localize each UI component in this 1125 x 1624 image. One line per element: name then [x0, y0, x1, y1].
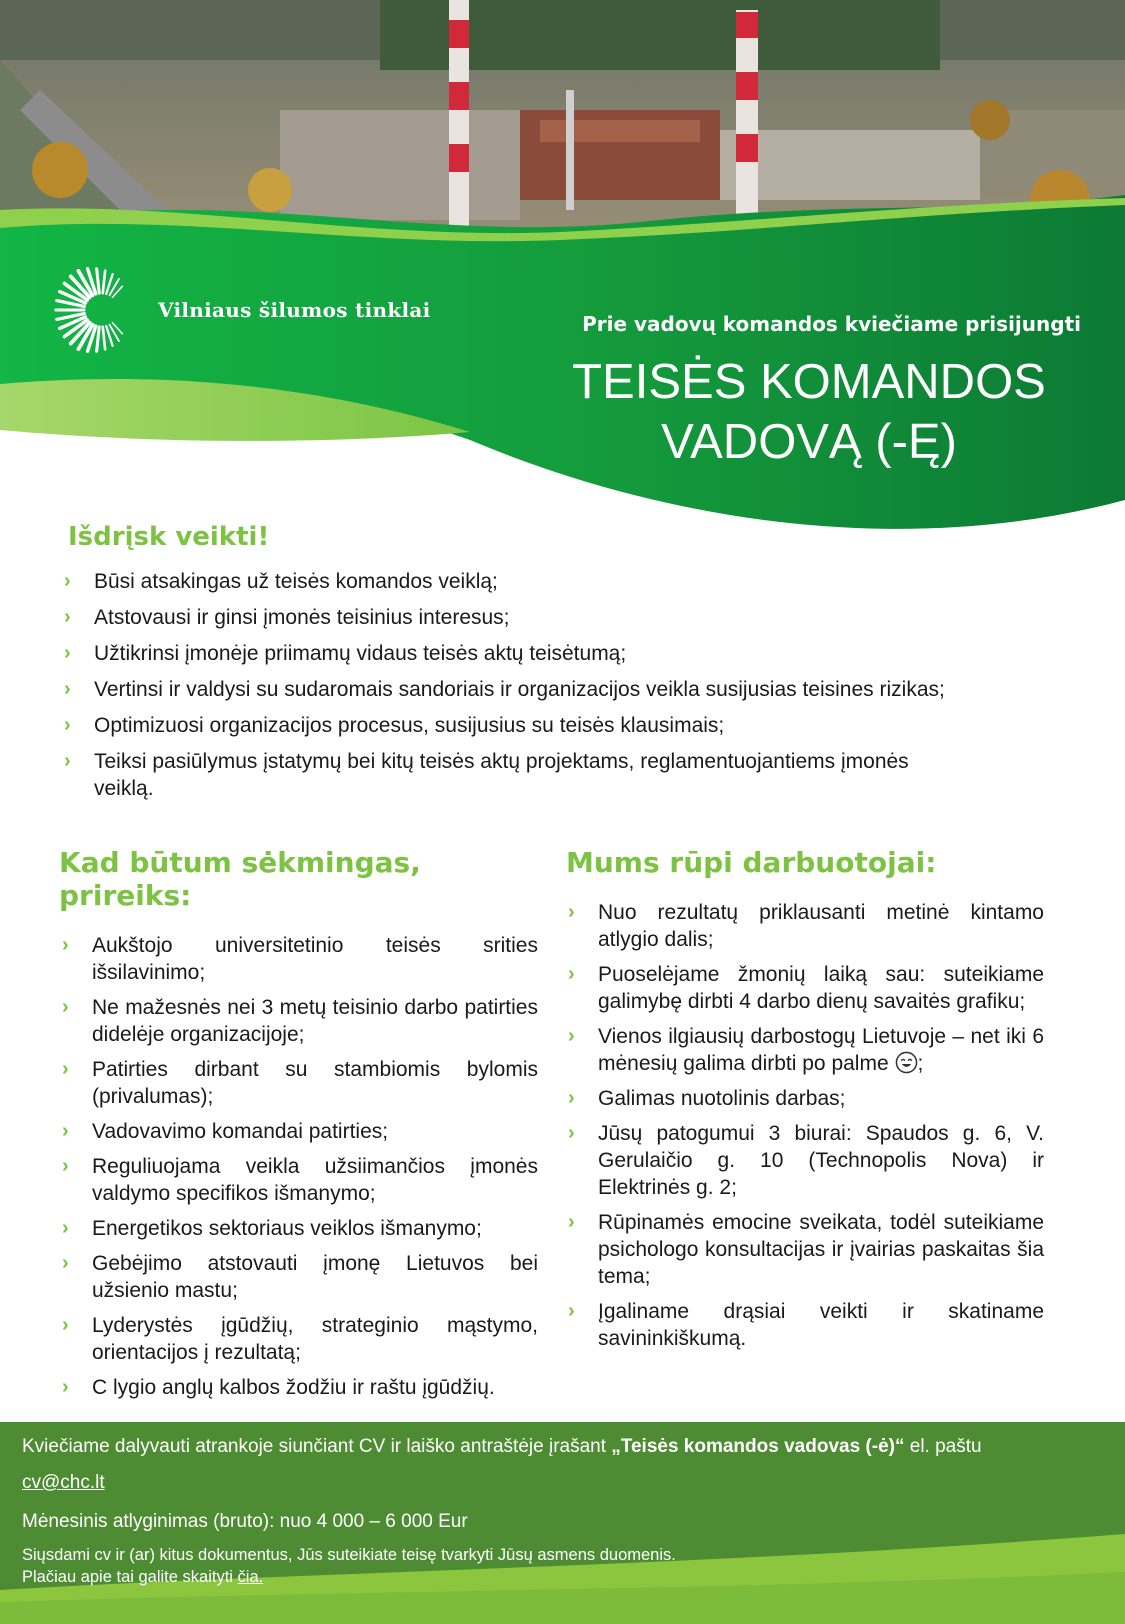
list-item [566, 1120, 1044, 1201]
chevron-right-icon: › [64, 678, 71, 700]
list-item-text: Gebėjimo atstovauti įmonę Lietuvos bei užsienio mastu; [92, 1252, 538, 1302]
chevron-right-icon: › [64, 570, 71, 592]
list-item-suffix: ; [917, 1052, 924, 1075]
chevron-right-icon: › [64, 642, 71, 664]
list-item [60, 1312, 538, 1366]
list-item [566, 1085, 1044, 1112]
chevron-right-icon: › [568, 1122, 575, 1144]
job-title [529, 352, 1089, 472]
chevron-right-icon: › [64, 750, 71, 772]
privacy-line-text: Plačiau apie tai galite skaityti [22, 1568, 238, 1586]
chevron-right-icon: › [568, 1300, 575, 1322]
chevron-right-icon: › [64, 714, 71, 736]
header [0, 0, 1125, 560]
benefits-heading: Mums rūpi darbuotojai: [566, 846, 937, 879]
privacy-link[interactable]: čia. [237, 1568, 264, 1586]
list-item-text: Vienos ilgiausių darbostogų Lietuvoje – net iki 6 mėnesių galima dirbti po palme [598, 1025, 1044, 1075]
chevron-right-icon: › [568, 963, 575, 985]
header-subtitle: Prie vadovų komandos kviečiame prisijungti [582, 312, 1081, 336]
chimney-right [736, 10, 758, 240]
chimney-left [449, 0, 469, 240]
list-item-text: Įgaliname drąsiai veikti ir skatiname savininkiškumą. [598, 1300, 1044, 1350]
list-item [566, 1209, 1044, 1290]
chevron-right-icon: › [62, 1120, 69, 1142]
chevron-right-icon: › [568, 901, 575, 923]
list-item [566, 961, 1044, 1015]
list-item-text: Jūsų patogumui 3 biurai: Spaudos g. 6, V. Gerulaičio g. 10 (Technopolis Nova) ir Elektrinės g. 2; [598, 1122, 1044, 1199]
list-item [62, 712, 1072, 739]
list-item [566, 1023, 1044, 1077]
list-item-text: Patirties dirbant su stambiomis bylomis (privalumas); [92, 1058, 538, 1108]
list-item [60, 1056, 538, 1110]
list-item-text: Atstovausi ir ginsi įmonės teisinius interesus; [94, 606, 510, 629]
list-item-text: Puoselėjame žmonių laiką sau: suteikiame galimybę dirbti 4 darbo dienų savaitės grafiku; [598, 963, 1044, 1013]
responsibilities-heading: Išdrįsk veikti! [68, 522, 270, 552]
list-item [60, 1250, 538, 1304]
privacy-line [22, 1566, 676, 1588]
chevron-right-icon: › [62, 996, 69, 1018]
list-item-text: C lygio anglų kalbos žodžiu ir raštu įgūdžių. [92, 1376, 495, 1399]
application-instructions [22, 1436, 982, 1458]
chevron-right-icon: › [62, 1376, 69, 1398]
invite-prefix: Kviečiame dalyvauti atrankoje siunčiant CV ir laiško antraštėje įrašant [22, 1436, 612, 1457]
chevron-right-icon: › [62, 1252, 69, 1274]
list-item [62, 568, 1072, 595]
list-item-text: Vertinsi ir valdysi su sudaromais sandoriais ir organizacijos veikla susijusias teisines rizikas; [94, 678, 945, 701]
job-title-line2: VADOVĄ (-Ę) [661, 415, 957, 469]
list-item [60, 1118, 538, 1145]
list-item-text: Teiksi pasiūlymus įstatymų bei kitų teisės aktų projektams, reglamentuojantiems įmonės veiklą. [94, 750, 909, 800]
list-item-text: Ne mažesnės nei 3 metų teisinio darbo patirties didelėje organizacijoje; [92, 996, 538, 1046]
list-item [60, 1153, 538, 1207]
list-item [60, 1215, 538, 1242]
list-item [566, 899, 1044, 953]
list-item-text: Būsi atsakingas už teisės komandos veiklą; [94, 570, 498, 593]
list-item [566, 1298, 1044, 1352]
chevron-right-icon: › [62, 1155, 69, 1177]
privacy-notice [22, 1544, 676, 1588]
benefits-section [566, 846, 1044, 1360]
list-item [60, 932, 538, 986]
list-item-text: Aukštojo universitetinio teisės srities išsilavinimo; [92, 934, 538, 984]
smiley-icon [895, 1051, 918, 1074]
benefits-list [566, 899, 1044, 1352]
chevron-right-icon: › [62, 934, 69, 956]
list-item-text: Vadovavimo komandai patirties; [92, 1120, 389, 1143]
chevron-right-icon: › [62, 1058, 69, 1080]
list-item [62, 676, 1072, 703]
chevron-right-icon: › [568, 1025, 575, 1047]
responsibilities-list [62, 568, 1072, 802]
list-item [62, 748, 1072, 802]
chevron-right-icon: › [568, 1087, 575, 1109]
logo-sunburst-icon [52, 258, 150, 362]
list-item-text: Energetikos sektoriaus veiklos išmanymo; [92, 1217, 482, 1240]
list-item-text: Lyderystės įgūdžių, strateginio mąstymo, orientacijos į rezultatą; [92, 1314, 538, 1364]
list-item [62, 640, 1072, 667]
salary-text: Mėnesinis atlyginimas (bruto): nuo 4 000 – 6 000 Eur [22, 1511, 468, 1532]
list-item-text: Nuo rezultatų priklausanti metinė kintamo atlygio dalis; [598, 901, 1044, 951]
chevron-right-icon: › [568, 1211, 575, 1233]
company-logo[interactable] [52, 258, 431, 362]
list-item-text: Reguliuojama veikla užsiimančios įmonės valdymo specifikos išmanymo; [92, 1155, 538, 1205]
chevron-right-icon: › [62, 1217, 69, 1239]
list-item [60, 994, 538, 1048]
list-item-text: Rūpinamės emocine sveikata, todėl suteikiame psichologo konsultacijas ir įvairias paskaitas šia tema; [598, 1211, 1044, 1288]
list-item-text: Optimizuosi organizacijos procesus, susijusius su teisės klausimais; [94, 714, 725, 737]
list-item [62, 604, 1072, 631]
privacy-line: Siųsdami cv ir (ar) kitus dokumentus, Jūs suteikiate teisę tvarkyti Jūsų asmens duomenis. [22, 1546, 676, 1564]
list-item [60, 1374, 538, 1401]
chevron-right-icon: › [64, 606, 71, 628]
chevron-right-icon: › [62, 1314, 69, 1336]
requirements-section [60, 846, 538, 1409]
requirements-heading: Kad būtum sėkmingas, prireiks: [59, 846, 421, 912]
logo-text: Vilniaus šilumos tinklai [158, 298, 431, 322]
job-title-line1: TEISĖS KOMANDOS [572, 355, 1046, 409]
responsibilities-section [62, 522, 1072, 811]
email-link[interactable]: cv@chc.lt [22, 1472, 105, 1493]
invite-subject: „Teisės komandos vadovas (-ė)“ [611, 1436, 905, 1457]
requirements-list [60, 932, 538, 1401]
invite-suffix: el. paštu [904, 1436, 982, 1457]
footer [0, 1422, 1125, 1624]
list-item-text: Užtikrinsi įmonėje priimamų vidaus teisės aktų teisėtumą; [94, 642, 627, 665]
list-item-text: Galimas nuotolinis darbas; [598, 1087, 846, 1110]
